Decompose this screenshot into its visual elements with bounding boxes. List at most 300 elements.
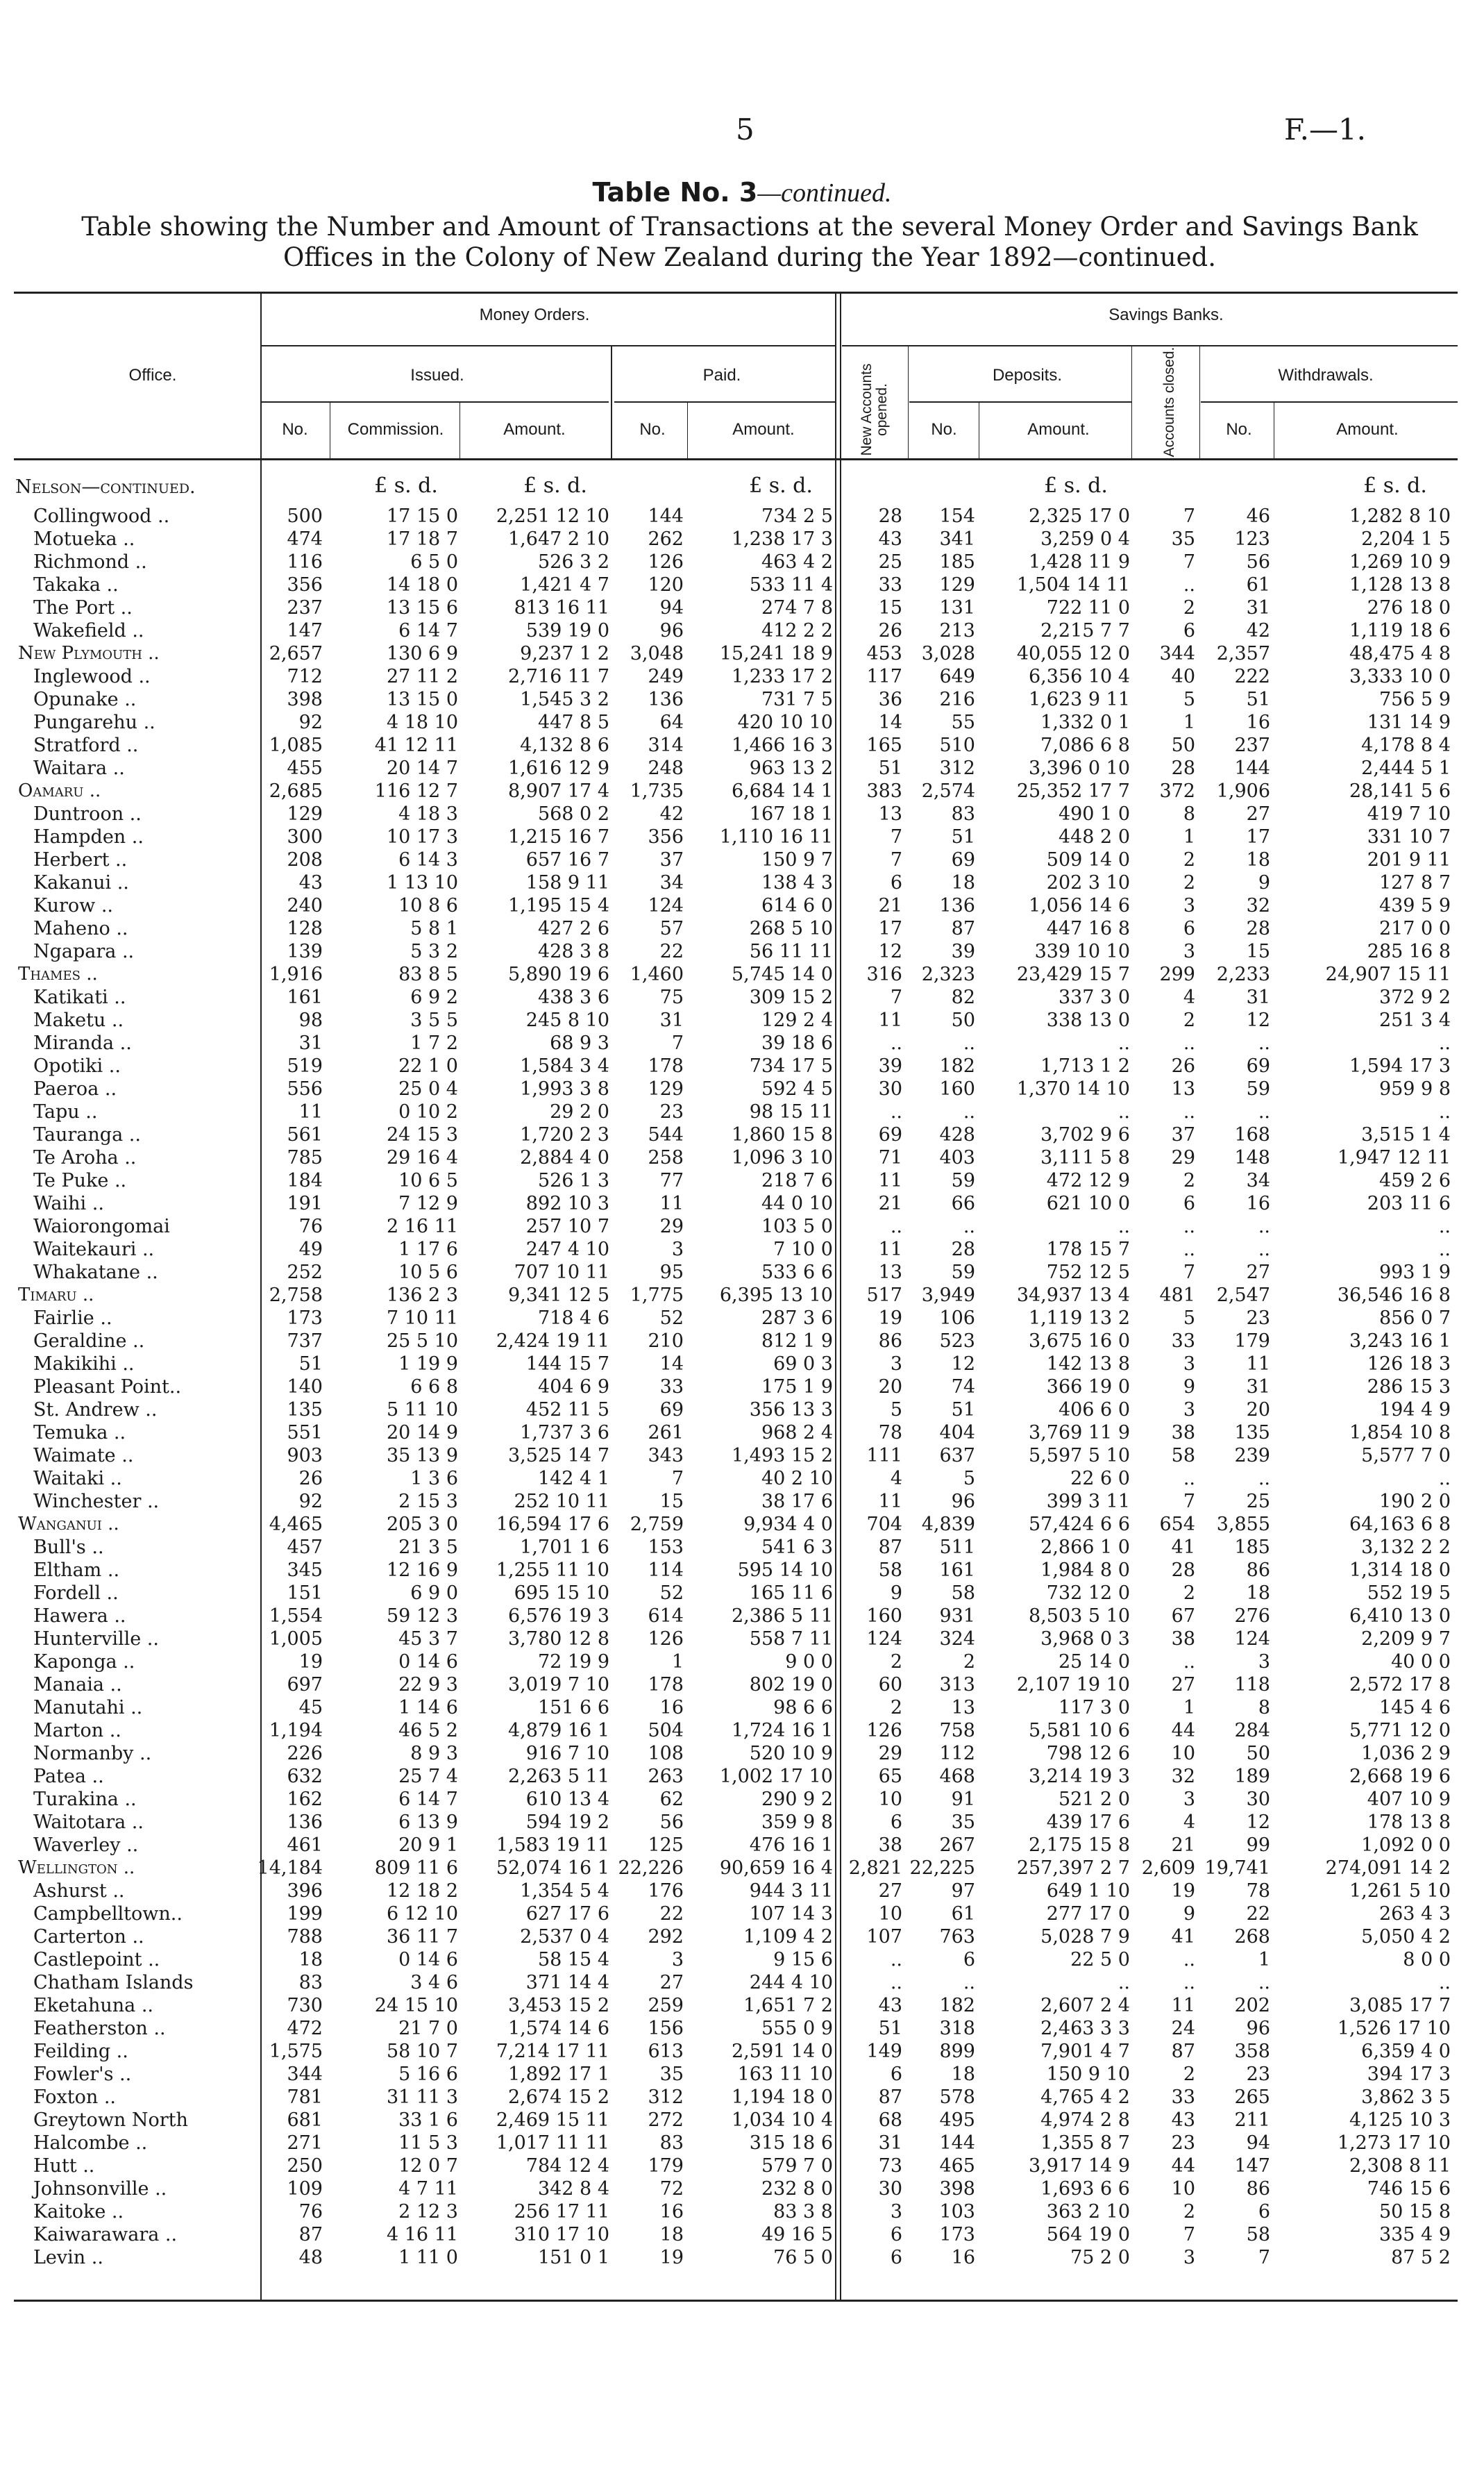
withdrawals-amount-cell: 407 10 9 (1367, 1789, 1451, 1810)
deposits-amount-cell: .. (1118, 1101, 1130, 1123)
table-row (0, 1171, 1484, 1190)
new-accounts-cell: .. (890, 1949, 902, 1971)
issued-no-cell: 51 (298, 1353, 323, 1375)
paid-amount-cell: 1,034 10 4 (732, 2109, 833, 2131)
deposits-no-cell: 69 (951, 849, 975, 871)
paid-amount-cell: 1,096 3 10 (732, 1147, 833, 1169)
table-row (0, 1148, 1484, 1167)
deposits-amount-cell: 117 3 0 (1058, 1697, 1130, 1718)
accounts-closed-cell: 7 (1183, 551, 1195, 573)
table-row (0, 1721, 1484, 1740)
new-accounts-cell: 517 (866, 1285, 902, 1306)
issued-amount-cell: 52,074 16 1 (496, 1857, 609, 1879)
withdrawals-no-cell: 16 (1246, 1193, 1270, 1214)
paid-amount-cell: 476 16 1 (749, 1834, 833, 1856)
commission-cell: 7 12 9 (398, 1193, 458, 1214)
table-row (0, 2134, 1484, 2152)
paid-amount-cell: 218 7 6 (761, 1170, 833, 1191)
paid-amount-cell: 9 15 6 (773, 1949, 833, 1971)
issued-amount-cell: 2,469 15 11 (496, 2109, 609, 2131)
withdrawals-no-cell: 20 (1246, 1399, 1270, 1421)
office-header: Office. (128, 366, 177, 385)
table-row (0, 2202, 1484, 2221)
table-row (0, 2248, 1484, 2267)
office-name: Waihi .. (33, 1193, 104, 1214)
office-name: Wellington .. (18, 1857, 135, 1878)
paid-no-cell: 7 (671, 1468, 684, 1489)
paid-no-cell: 83 (659, 2132, 684, 2154)
paid-no-cell: 263 (648, 1766, 684, 1787)
new-accounts-cell: 111 (866, 1445, 902, 1466)
office-name: Patea .. (33, 1766, 104, 1787)
office-name: Waitaki .. (33, 1468, 122, 1489)
office-name: Wakefield .. (33, 620, 144, 642)
paid-amount-cell: 359 9 8 (761, 1812, 833, 1833)
withdrawals-no-cell: 86 (1246, 1559, 1270, 1581)
withdrawals-amount-cell: 746 15 6 (1367, 2178, 1451, 2200)
table-row (0, 1011, 1484, 1030)
issued-no-cell: 109 (287, 2178, 323, 2200)
office-name: Pungarehu .. (33, 712, 155, 733)
issued-no-cell: 1,085 (269, 735, 323, 756)
deposits-amount-cell: 5,597 5 10 (1029, 1445, 1130, 1466)
issued-amount-cell: 257 10 7 (525, 1216, 609, 1237)
table-row (0, 1950, 1484, 1969)
new-accounts-cell: 6 (890, 2224, 902, 2245)
issued-amount-cell: 8,907 17 4 (508, 780, 609, 802)
deposits-no-cell: 131 (939, 597, 975, 619)
accounts-closed-cell: 1 (1183, 826, 1195, 848)
paid-amount-cell: 232 8 0 (761, 2178, 833, 2200)
issued-amount-cell: 438 3 6 (537, 987, 609, 1008)
paid-amount-cell: 734 17 5 (749, 1055, 833, 1077)
accounts-closed-cell: 10 (1171, 1743, 1195, 1764)
withdrawals-header: Withdrawals. (1278, 366, 1374, 385)
deposits-no-cell: 87 (951, 918, 975, 939)
issued-amount-cell: 142 4 1 (537, 1468, 609, 1489)
accounts-closed-cell: 44 (1171, 1720, 1195, 1741)
deposits-no-cell: 2,323 (921, 964, 975, 985)
accounts-closed-header: Accounts closed. (1161, 346, 1177, 458)
deposits-no-cell: 578 (939, 2086, 975, 2108)
table-row (0, 2179, 1484, 2198)
deposits-no-cell: 129 (939, 574, 975, 596)
deposits-amount-cell: 3,396 0 10 (1029, 758, 1130, 779)
withdrawals-amount-cell: 2,668 19 6 (1349, 1766, 1451, 1787)
paid-no-cell: 94 (659, 597, 684, 619)
withdrawals-no-cell: 168 (1234, 1124, 1270, 1146)
deposits-amount-cell: 1,119 13 2 (1029, 1307, 1130, 1329)
issued-no-cell: 151 (287, 1582, 323, 1604)
deposits-amount-cell: 3,259 0 4 (1040, 528, 1130, 550)
commission-cell: 25 7 4 (398, 1766, 458, 1787)
table-row (0, 1240, 1484, 1259)
office-name: Hawera .. (33, 1605, 126, 1627)
issued-no-cell: 48 (298, 2247, 323, 2268)
commission-cell: 12 0 7 (398, 2155, 458, 2177)
paid-no-cell: 248 (648, 758, 684, 779)
paid-amount-cell: 163 11 10 (737, 2064, 833, 2085)
issued-no-cell: 208 (287, 849, 323, 871)
office-name: Katikati .. (33, 987, 126, 1008)
office-name: Paeroa .. (33, 1078, 117, 1100)
paid-no-cell: 179 (648, 2155, 684, 2177)
deposits-no-cell: 649 (939, 666, 975, 687)
deposits-no-cell: 97 (951, 1880, 975, 1902)
col-rule-new-accounts (908, 346, 909, 460)
withdrawals-no-cell: 19,741 (1204, 1857, 1270, 1879)
paid-no-cell: 292 (648, 1926, 684, 1948)
office-name: Eketahuna .. (33, 1995, 154, 2016)
withdrawals-no-cell: 8 (1258, 1697, 1270, 1718)
commission-cell: 5 3 2 (410, 941, 458, 962)
office-name: Hunterville .. (33, 1628, 159, 1650)
deposits-no-cell: 637 (939, 1445, 975, 1466)
deposits-no-cell: 6 (963, 1949, 975, 1971)
withdrawals-no-cell: 34 (1246, 1170, 1270, 1191)
new-accounts-cell: 9 (890, 1582, 902, 1604)
issued-amount-cell: 1,195 15 4 (508, 895, 609, 917)
new-accounts-cell: 51 (878, 758, 902, 779)
withdrawals-amount-cell: 263 4 3 (1378, 1903, 1451, 1925)
paid-no-cell: 29 (659, 1216, 684, 1237)
deposits-amount-cell: 2,866 1 0 (1040, 1537, 1130, 1558)
accounts-closed-cell: 38 (1171, 1628, 1195, 1650)
table-row (0, 1927, 1484, 1946)
withdrawals-amount-cell: 126 18 3 (1367, 1353, 1451, 1375)
deposits-amount-cell: 4,974 2 8 (1040, 2109, 1130, 2131)
commission-header: Commission. (347, 420, 444, 439)
issued-amount-cell: 627 17 6 (525, 1903, 609, 1925)
accounts-closed-cell: 481 (1159, 1285, 1195, 1306)
deposits-no-cell: 18 (951, 2064, 975, 2085)
new-accounts-cell: 43 (878, 1995, 902, 2016)
deposits-no-cell: 465 (939, 2155, 975, 2177)
paid-amount-cell: 309 15 2 (749, 987, 833, 1008)
commission-cell: 1 3 6 (410, 1468, 458, 1489)
withdrawals-amount-cell: 959 9 8 (1378, 1078, 1451, 1100)
issued-no-cell: 4,465 (269, 1514, 323, 1535)
table-row (0, 1698, 1484, 1717)
commission-cell: 20 9 1 (398, 1834, 458, 1856)
office-name: Opunake .. (33, 689, 137, 710)
issued-amount-cell: 151 0 1 (537, 2247, 609, 2268)
paid-amount-cell: 533 11 4 (749, 574, 833, 596)
accounts-closed-cell: 58 (1171, 1445, 1195, 1466)
paid-amount-cell: 103 5 0 (761, 1216, 833, 1237)
office-name: Miranda .. (33, 1032, 132, 1054)
withdrawals-no-cell: 2,547 (1216, 1285, 1270, 1306)
issued-underline (260, 401, 609, 403)
new-accounts-cell: 73 (878, 2155, 902, 2177)
issued-no-cell: 519 (287, 1055, 323, 1077)
table-row (0, 2225, 1484, 2244)
issued-no-cell: 147 (287, 620, 323, 642)
paid-no-cell: 16 (659, 1697, 684, 1718)
issued-no-cell: 92 (298, 1491, 323, 1512)
paid-no-cell: 178 (648, 1055, 684, 1077)
withdrawals-no-cell: 30 (1246, 1789, 1270, 1810)
withdrawals-amount-cell: 5,050 4 2 (1361, 1926, 1451, 1948)
office-name: Motueka .. (33, 528, 135, 550)
withdrawals-amount-cell: 335 4 9 (1378, 2224, 1451, 2245)
paid-no-cell: 95 (659, 1262, 684, 1283)
office-name: St. Andrew .. (33, 1399, 158, 1421)
paid-no-cell: 120 (648, 574, 684, 596)
deposits-amount-cell: .. (1118, 1972, 1130, 1993)
header-top-rule (14, 292, 1458, 294)
office-name: Stratford .. (33, 735, 139, 756)
issued-no-cell: 2,657 (269, 643, 323, 664)
table-row (0, 507, 1484, 526)
office-name: Turakina .. (33, 1789, 137, 1810)
withdrawals-amount-cell: 1,314 18 0 (1349, 1559, 1451, 1581)
office-name: Waverley .. (33, 1834, 139, 1856)
withdrawals-amount-cell: 993 1 9 (1378, 1262, 1451, 1283)
new-accounts-cell: 60 (878, 1674, 902, 1696)
new-accounts-cell: 29 (878, 1743, 902, 1764)
withdrawals-no-cell: 12 (1246, 1010, 1270, 1031)
withdrawals-amount-cell: 1,526 17 10 (1337, 2018, 1451, 2039)
commission-cell: 5 11 10 (386, 1399, 458, 1421)
withdrawals-amount-cell: 6,410 13 0 (1349, 1605, 1451, 1627)
withdrawals-amount-cell: 3,132 2 2 (1361, 1537, 1451, 1558)
withdrawals-amount-cell: 2,572 17 8 (1349, 1674, 1451, 1696)
accounts-closed-cell: 24 (1171, 2018, 1195, 2039)
deposits-no-cell: 510 (939, 735, 975, 756)
paid-no-cell: 126 (648, 1628, 684, 1650)
issued-amount-cell: 29 2 0 (550, 1101, 609, 1123)
table-row (0, 919, 1484, 938)
deposits-no-cell: 112 (939, 1743, 975, 1764)
issued-no-cell: 116 (287, 551, 323, 573)
deposits-no-cell: 83 (951, 803, 975, 825)
issued-no-cell: 252 (287, 1262, 323, 1283)
table-row (0, 1859, 1484, 1877)
paid-no-cell: 16 (659, 2201, 684, 2223)
paid-amount-cell: 268 5 10 (749, 918, 833, 939)
withdrawals-amount-cell: 48,475 4 8 (1349, 643, 1451, 664)
new-accounts-cell: 3 (890, 2201, 902, 2223)
paid-no-cell: 11 (659, 1193, 684, 1214)
new-accounts-cell: 107 (866, 1926, 902, 1948)
table-row (0, 851, 1484, 869)
commission-cell: 10 5 6 (398, 1262, 458, 1283)
new-accounts-cell: 21 (878, 895, 902, 917)
withdrawals-no-cell: 276 (1234, 1605, 1270, 1627)
office-name: Kaitoke .. (33, 2201, 124, 2223)
issued-no-header: No. (282, 420, 308, 439)
withdrawals-no-cell: .. (1258, 1239, 1270, 1260)
withdrawals-no-cell: 237 (1234, 735, 1270, 756)
deposits-amount-cell: 2,175 15 8 (1029, 1834, 1130, 1856)
paid-amount-cell: 38 17 6 (761, 1491, 833, 1512)
withdrawals-no-cell: 265 (1234, 2086, 1270, 2108)
paid-no-cell: 114 (648, 1559, 684, 1581)
withdrawals-no-cell: 268 (1234, 1926, 1270, 1948)
accounts-closed-cell: 5 (1183, 1307, 1195, 1329)
office-name: Collingwood .. (33, 505, 170, 527)
accounts-closed-cell: 41 (1171, 1537, 1195, 1558)
new-accounts-cell: 10 (878, 1903, 902, 1925)
paid-amount-cell: 968 2 4 (761, 1422, 833, 1444)
new-accounts-cell: 86 (878, 1330, 902, 1352)
new-accounts-cell: 26 (878, 620, 902, 642)
deposits-no-cell: 3,949 (921, 1285, 975, 1306)
paid-underline (614, 401, 836, 403)
commission-cell: 41 12 11 (374, 735, 458, 756)
issued-amount-cell: 151 6 6 (537, 1697, 609, 1718)
accounts-closed-cell: 2 (1183, 849, 1195, 871)
paid-amount-cell: 1,493 15 2 (732, 1445, 833, 1466)
table-row (0, 1675, 1484, 1694)
withdrawals-no-cell: 1 (1258, 1949, 1270, 1971)
paid-no-cell: 1,735 (630, 780, 684, 802)
withdrawals-amount-cell: 286 15 3 (1367, 1376, 1451, 1398)
deposits-no-cell: 318 (939, 2018, 975, 2039)
paid-no-cell: 37 (659, 849, 684, 871)
new-accounts-cell: 6 (890, 1812, 902, 1833)
table-row (0, 759, 1484, 778)
office-name: Castlepoint .. (33, 1949, 160, 1971)
deposits-amount-cell: 3,917 14 9 (1029, 2155, 1130, 2177)
deposits-amount-cell: 366 19 0 (1046, 1376, 1130, 1398)
paid-amount-cell: 356 13 3 (749, 1399, 833, 1421)
commission-cell: 33 1 6 (398, 2109, 458, 2131)
withdrawals-no-cell: 3 (1258, 1651, 1270, 1673)
withdrawals-no-cell: 3,855 (1216, 1514, 1270, 1535)
issued-no-cell: 1,005 (269, 1628, 323, 1650)
withdrawals-no-cell: 144 (1234, 758, 1270, 779)
paid-no-cell: 35 (659, 2064, 684, 2085)
commission-cell: 3 4 6 (410, 1972, 458, 1993)
commission-cell: 1 13 10 (386, 872, 458, 894)
issued-amount-cell: 657 16 7 (525, 849, 609, 871)
new-accounts-cell: 7 (890, 987, 902, 1008)
withdrawals-no-cell: 16 (1246, 712, 1270, 733)
new-accounts-cell: 43 (878, 528, 902, 550)
issued-no-cell: 1,554 (269, 1605, 323, 1627)
deposits-no-cell: 59 (951, 1170, 975, 1191)
deposits-amount-cell: 3,111 5 8 (1040, 1147, 1130, 1169)
table-row (0, 621, 1484, 640)
issued-no-cell: 18 (298, 1949, 323, 1971)
deposits-amount-cell: .. (1118, 1032, 1130, 1054)
office-name: Feilding .. (33, 2041, 128, 2062)
office-name: Hutt .. (33, 2155, 95, 2177)
paid-no-cell: 156 (648, 2018, 684, 2039)
withdrawals-no-cell: 17 (1246, 826, 1270, 848)
withdrawals-no-cell: 135 (1234, 1422, 1270, 1444)
table-row (0, 1034, 1484, 1053)
accounts-closed-cell: 19 (1171, 1880, 1195, 1902)
paid-header: Paid. (702, 366, 741, 385)
new-accounts-cell: 87 (878, 2086, 902, 2108)
issued-no-cell: 396 (287, 1880, 323, 1902)
new-accounts-cell: 25 (878, 551, 902, 573)
withdrawals-no-cell: 1,906 (1216, 780, 1270, 802)
commission-cell: 21 7 0 (398, 2018, 458, 2039)
issued-amount-cell: 3,019 7 10 (508, 1674, 609, 1696)
accounts-closed-cell: .. (1183, 1032, 1195, 1054)
table-row (0, 1400, 1484, 1419)
issued-no-cell: 271 (287, 2132, 323, 2154)
accounts-closed-cell: 4 (1183, 987, 1195, 1008)
deposits-no-cell: 312 (939, 758, 975, 779)
withdrawals-amount-cell: .. (1438, 1101, 1451, 1123)
deposits-no-cell: 468 (939, 1766, 975, 1787)
deposits-amount-cell: 732 12 0 (1046, 1582, 1130, 1604)
commission-cell: 14 18 0 (386, 574, 458, 596)
accounts-closed-cell: 7 (1183, 1491, 1195, 1512)
accounts-closed-cell: 654 (1159, 1514, 1195, 1535)
paid-amount-cell: 5,745 14 0 (732, 964, 833, 985)
withdrawals-no-cell: 147 (1234, 2155, 1270, 2177)
issued-no-cell: 474 (287, 528, 323, 550)
deposits-amount-cell: 621 10 0 (1046, 1193, 1130, 1214)
accounts-closed-cell: 2 (1183, 1010, 1195, 1031)
deposits-amount-cell: 40,055 12 0 (1016, 643, 1130, 664)
paid-no-cell: 96 (659, 620, 684, 642)
office-name: Ashurst .. (33, 1880, 125, 1902)
issued-no-cell: 226 (287, 1743, 323, 1764)
withdrawals-no-cell: 185 (1234, 1537, 1270, 1558)
paid-no-cell: 2,759 (630, 1514, 684, 1535)
table-row (0, 1355, 1484, 1373)
commission-cell: 2 16 11 (386, 1216, 458, 1237)
accounts-closed-cell: 5 (1183, 689, 1195, 710)
accounts-closed-cell: 9 (1183, 1376, 1195, 1398)
new-accounts-cell: 19 (878, 1307, 902, 1329)
deposits-amount-cell: 472 12 9 (1046, 1170, 1130, 1191)
withdrawals-no-cell: 15 (1246, 941, 1270, 962)
deposits-amount-cell: 25 14 0 (1058, 1651, 1130, 1673)
new-accounts-cell: 117 (866, 666, 902, 687)
accounts-closed-cell: .. (1183, 1216, 1195, 1237)
withdrawals-no-cell: 202 (1234, 1995, 1270, 2016)
withdrawals-no-cell: 94 (1246, 2132, 1270, 2154)
paid-amount-cell: 107 14 3 (749, 1903, 833, 1925)
paid-no-cell: 22 (659, 1903, 684, 1925)
table-row (0, 1882, 1484, 1900)
office-name: Fordell .. (33, 1582, 119, 1604)
table-row (0, 1446, 1484, 1465)
issued-amount-cell: 718 4 6 (537, 1307, 609, 1329)
issued-no-cell: 551 (287, 1422, 323, 1444)
withdrawals-amount-cell: 276 18 0 (1367, 597, 1451, 619)
accounts-closed-cell: 3 (1183, 1399, 1195, 1421)
commission-cell: 1 19 9 (398, 1353, 458, 1375)
table-row (0, 2157, 1484, 2175)
new-accounts-cell: 704 (866, 1514, 902, 1535)
deposits-amount-cell: 649 1 10 (1046, 1880, 1130, 1902)
deposits-amount-cell: 399 3 11 (1046, 1491, 1130, 1512)
withdrawals-amount-cell: 2,209 9 7 (1361, 1628, 1451, 1650)
paid-no-cell: 1,460 (630, 964, 684, 985)
issued-amount-cell: 4,132 8 6 (520, 735, 609, 756)
deposits-amount-cell: 2,463 3 3 (1040, 2018, 1130, 2039)
new-accounts-cell: 38 (878, 1834, 902, 1856)
table-row (0, 1378, 1484, 1396)
issued-no-cell: 135 (287, 1399, 323, 1421)
accounts-closed-cell: 33 (1171, 1330, 1195, 1352)
withdrawals-underline (1201, 401, 1458, 403)
deposits-no-cell: 96 (951, 1491, 975, 1512)
commission-cell: 6 14 3 (398, 849, 458, 871)
page-number: 5 (736, 112, 754, 147)
paid-no-cell: 22,226 (618, 1857, 684, 1879)
commission-cell: 31 11 3 (386, 2086, 458, 2108)
